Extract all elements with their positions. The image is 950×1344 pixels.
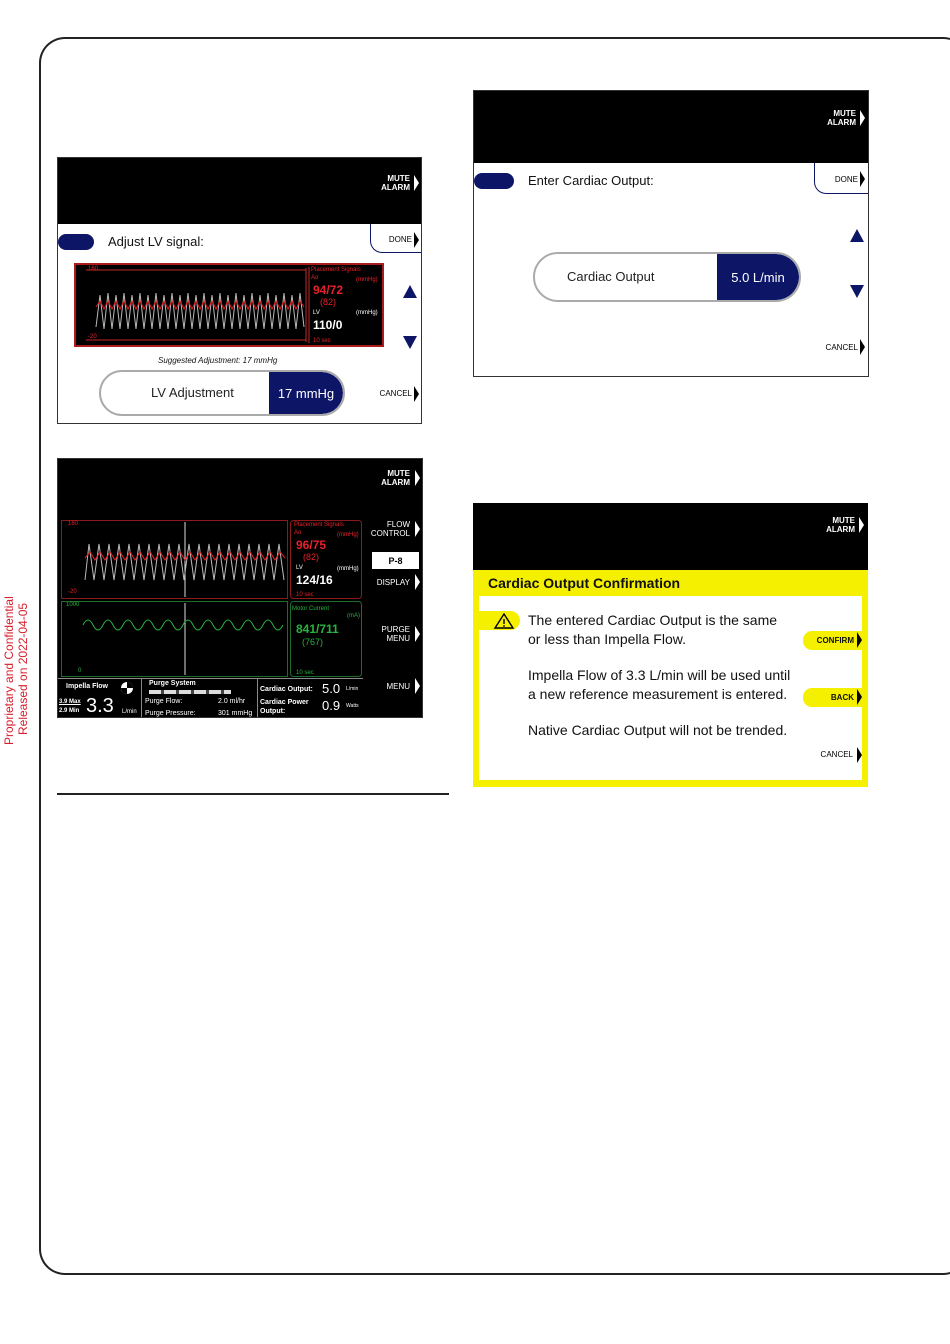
p-level-indicator: P-8 xyxy=(372,552,419,569)
motor-current-plot xyxy=(61,601,363,677)
purge-flow-value: 2.0 ml/hr xyxy=(218,698,246,705)
waveform-svg xyxy=(76,265,382,345)
cancel-button[interactable]: CANCEL xyxy=(825,343,858,352)
warning-marker xyxy=(479,611,520,630)
y-axis-bottom-label: 0 xyxy=(78,668,82,674)
menu-button[interactable]: MENU xyxy=(386,682,410,691)
placement-signal-plot xyxy=(74,263,384,347)
fan-icon xyxy=(120,681,134,695)
lv-value: 124/16 xyxy=(296,573,333,587)
panel-title: Motor Current xyxy=(292,606,330,612)
y-axis-top-label: 160 xyxy=(88,266,99,272)
home-display-screen xyxy=(57,458,423,718)
watermark-line-1: Proprietary and Confidential xyxy=(2,596,16,745)
cardiac-output-confirmation-screen xyxy=(473,503,868,787)
y-axis-bottom-label: -20 xyxy=(68,589,77,595)
time-label: 10 sec xyxy=(296,592,314,598)
cardiac-panel xyxy=(258,679,363,718)
ao-unit: (mmHg) xyxy=(337,532,359,538)
ao-waveform xyxy=(96,301,304,309)
increase-arrow-icon[interactable] xyxy=(403,285,417,298)
display-arrow-icon xyxy=(415,574,420,590)
title-marker xyxy=(474,173,514,189)
cancel-button[interactable]: CANCEL xyxy=(379,389,412,398)
done-button[interactable]: DONE xyxy=(388,235,412,244)
done-button[interactable]: DONE xyxy=(834,175,858,184)
lv-unit: (mmHg) xyxy=(337,566,359,572)
mute-alarm-button[interactable]: MUTE ALARM xyxy=(827,109,856,127)
flow-control-button[interactable]: FLOW CONTROL xyxy=(370,520,410,538)
screen-title: Enter Cardiac Output: xyxy=(528,173,654,188)
ao-value: 94/72 xyxy=(313,283,344,297)
impella-flow-value: 3.3 xyxy=(86,695,114,717)
purge-menu-arrow-icon xyxy=(415,626,420,642)
ao-label: Ao xyxy=(294,530,302,536)
decrease-arrow-icon[interactable] xyxy=(850,285,864,298)
panel-title: Placement Signals xyxy=(311,267,361,273)
lv-value: 110/0 xyxy=(313,318,343,332)
adjust-lv-screen xyxy=(57,157,422,424)
y-axis-top-label: 1000 xyxy=(66,602,80,608)
cancel-arrow-icon xyxy=(860,339,865,355)
cancel-button[interactable]: CANCEL xyxy=(820,750,853,759)
time-label: 10 sec xyxy=(313,338,331,344)
purge-progress-bar xyxy=(149,690,231,694)
increase-arrow-icon[interactable] xyxy=(850,229,864,242)
message-2: Impella Flow of 3.3 L/min will be used until a new reference measurement is entered. xyxy=(528,667,791,702)
back-arrow-icon xyxy=(857,689,862,705)
mute-alarm-button[interactable]: MUTE ALARM xyxy=(381,174,410,192)
ao-value: 96/75 xyxy=(296,538,327,552)
y-axis-bottom-label: -20 xyxy=(88,334,97,340)
section-divider xyxy=(57,793,449,795)
field-value[interactable]: 17 mmHg xyxy=(269,372,343,414)
purge-system-panel xyxy=(142,679,258,718)
top-bar xyxy=(58,158,421,224)
mute-alarm-arrow-icon xyxy=(860,110,865,126)
menu-arrow-icon xyxy=(415,678,420,694)
message-3: Native Cardiac Output will not be trended. xyxy=(528,722,788,738)
cardiac-output-unit: L/min xyxy=(346,686,359,692)
cancel-arrow-icon xyxy=(414,386,419,402)
lv-unit: (mmHg) xyxy=(356,310,378,316)
screen-title: Adjust LV signal: xyxy=(108,234,204,249)
time-label: 10 sec xyxy=(296,670,314,676)
cardiac-power-label: Cardiac Power Output: xyxy=(260,699,309,715)
warning-icon xyxy=(493,612,515,630)
confirm-arrow-icon xyxy=(857,632,862,648)
ao-unit: (mmHg) xyxy=(356,277,378,283)
top-bar xyxy=(474,91,868,163)
ao-label: Ao xyxy=(311,275,319,281)
flow-unit: L/min xyxy=(122,709,137,715)
ao-mean: (82) xyxy=(303,552,320,562)
lv-waveform xyxy=(96,293,304,329)
flow-min: 2.9 Min xyxy=(59,708,80,714)
flow-max: 3.9 Max xyxy=(59,699,81,705)
flow-control-arrow-icon xyxy=(415,521,420,537)
suggested-adjustment: Suggested Adjustment: 17 mmHg xyxy=(158,356,278,365)
lv-adjustment-field[interactable] xyxy=(99,370,345,416)
top-bar xyxy=(473,503,868,570)
mute-alarm-arrow-icon xyxy=(414,175,419,191)
message-1: The entered Cardiac Output is the same or less than Impella Flow. xyxy=(528,612,778,647)
motor-current-waveform xyxy=(83,620,283,630)
lv-label: LV xyxy=(296,565,303,571)
mute-alarm-arrow-icon xyxy=(415,470,420,486)
motor-current-value: 841/711 xyxy=(296,622,339,636)
watermark-line-2: Released on 2022-04-05 xyxy=(16,602,30,735)
field-label: LV Adjustment xyxy=(151,385,234,400)
unit: (mA) xyxy=(347,613,360,619)
field-label: Cardiac Output xyxy=(567,269,655,284)
field-value[interactable]: 5.0 L/min xyxy=(717,254,799,300)
watermark xyxy=(0,590,38,745)
enter-cardiac-output-screen xyxy=(473,90,869,377)
done-arrow-icon xyxy=(860,171,865,187)
cardiac-power-value: 0.9 xyxy=(322,698,341,713)
motor-current-mean: (767) xyxy=(302,637,324,647)
display-button[interactable]: DISPLAY xyxy=(376,578,410,587)
purge-pressure-value: 301 mmHg xyxy=(218,710,253,717)
purge-menu-button[interactable]: PURGE MENU xyxy=(381,625,410,643)
panel-title: Placement Signals xyxy=(294,522,344,528)
impella-flow-label: Impella Flow xyxy=(66,683,109,690)
impella-flow-panel xyxy=(58,679,142,718)
purge-system-label: Purge System xyxy=(149,680,196,687)
cardiac-power-unit: Watts xyxy=(346,703,359,709)
cardiac-output-label: Cardiac Output: xyxy=(260,686,313,693)
placement-signal-plot xyxy=(61,520,363,599)
cardiac-output-field[interactable] xyxy=(533,252,801,302)
confirm-button[interactable]: CONFIRM xyxy=(803,631,862,650)
status-bar xyxy=(58,678,363,718)
mute-alarm-arrow-icon xyxy=(859,517,864,533)
purge-pressure-label: Purge Pressure: xyxy=(145,710,196,717)
cardiac-output-value: 5.0 xyxy=(322,681,341,696)
mute-alarm-button[interactable]: MUTE ALARM xyxy=(381,469,410,487)
title-marker xyxy=(58,234,94,250)
back-button[interactable]: BACK xyxy=(803,688,862,707)
dialog-title: Cardiac Output Confirmation xyxy=(488,575,681,591)
decrease-arrow-icon[interactable] xyxy=(403,336,417,349)
mute-alarm-button[interactable]: MUTE ALARM xyxy=(826,516,855,534)
done-arrow-icon xyxy=(414,232,419,248)
y-axis-top-label: 160 xyxy=(68,521,79,527)
ao-mean: (82) xyxy=(320,297,337,307)
cancel-arrow-icon xyxy=(857,747,862,763)
purge-flow-label: Purge Flow: xyxy=(145,698,183,705)
lv-label: LV xyxy=(313,310,320,316)
